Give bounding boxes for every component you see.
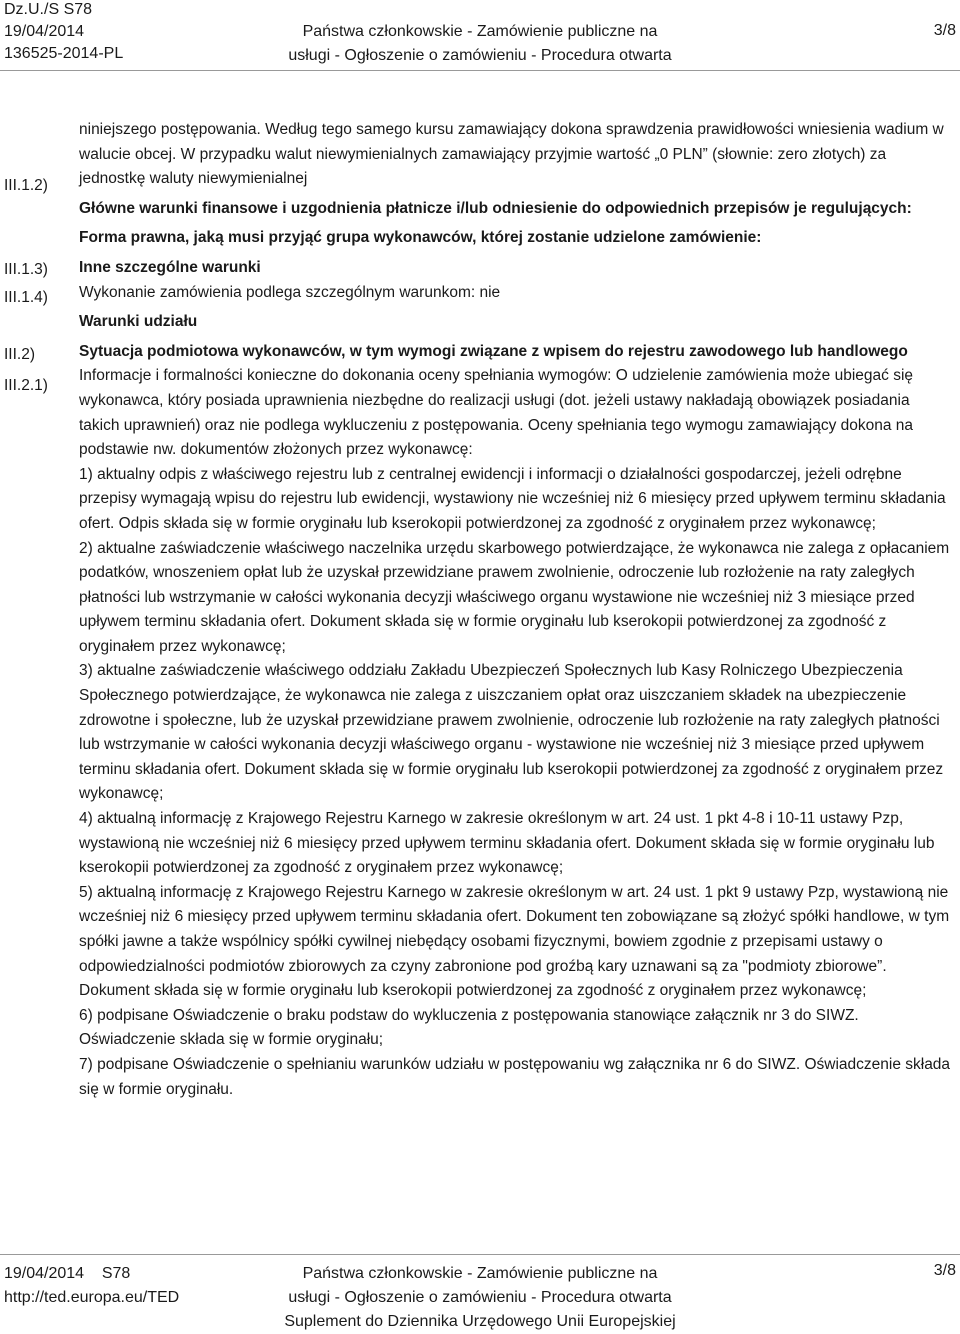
notice-id: 136525-2014-PL [4,45,124,62]
footer-date: 19/04/2014 [4,1265,85,1282]
footer-title-line1: Państwa członkowskie - Zamówienie publiczne na [302,1265,658,1282]
heading-participation-conditions: Warunki udziału [79,313,198,331]
requirement-item-4: 4) aktualną informację z Krajowego Rejestru Karnego w zakresie określonym w art. 24 ust. 1 pkt 4-8 i 10-11 ustawy Pzp, wystawioną nie wcześniej niż 6 miesięcy przed upływem terminu składania ofert. Dokument składa się w formie oryginału lub kserokopii potwierdzonej za zgodność z oryginałem przez wykonawcę; [79,810,935,877]
header-title-line2: usługi - Ogłoszenie o zamówieniu - Procedura otwarta [288,47,672,64]
section-number-iii-2-1: III.2.1) [4,377,48,394]
requirement-item-1: 1) aktualny odpis z właściwego rejestru lub z centralnej ewidencji i informacji o działalności gospodarczej, jeżeli odrębne przepisy wymagają wpisu do rejestru lub ewidencji, wystawiony nie wcześniej niż 6 miesięcy przed upływem terminu składania ofert. Odpis składa się w formie oryginału lub kserokopii potwierdzonej za zgodność z oryginałem przez wykonawcę; [79,465,946,532]
footer-series: S78 [101,1265,131,1282]
footer-divider [0,1254,960,1255]
footer-title [0,1262,960,1334]
footer-title-line3: Suplement do Dziennika Urzędowego Unii Europejskiej [284,1313,676,1330]
footer-title-line2: usługi - Ogłoszenie o zamówieniu - Procedura otwarta [288,1289,672,1306]
heading-other-conditions: Inne szczególne warunki [79,258,261,276]
requirement-item-2: 2) aktualne zaświadczenie właściwego naczelnika urzędu skarbowego potwierdzające, że wykonawca nie zalega z opłacaniem podatków, wnoszeniem opłat lub że uzyskał przewidziane prawem zwolnienie, odroczenie lub rozłożenie na raty zaległych płatności lub wstrzymanie w całości wykonania decyzji właściwego organu wystawione nie wcześniej niż 3 miesiące przed upływem terminu składania ofert. Dokument składa się w formie oryginału lub kserokopii potwierdzonej za zgodność z oryginałem przez wykonawcę; [79,539,950,655]
heading-financial-conditions: Główne warunki finansowe i uzgodnienia płatnicze i/lub odniesienie do odpowiednich przepisów je regulujących: [79,199,912,217]
requirement-item-6: 6) podpisane Oświadczenie o braku podstaw do wykluczenia z postępowania stanowiące załącznik nr 3 do SIWZ. Oświadczenie składa się w formie oryginału; [79,1006,859,1049]
intro-paragraph: niniejszego postępowania. Według tego samego kursu zamawiający dokona sprawdzenia prawidłowości wniesienia wadium w walucie obcej. W przypadku walut niewymienialnych zamawiający przyjmie wartość „0 PLN” (słownie: zero złotych) za jednostkę waluty niewymienialnej [79,121,944,188]
journal-ref: Dz.U./S S78 [4,1,93,18]
header-title-line1: Państwa członkowskie - Zamówienie publiczne na [302,23,658,40]
header-page-number: 3/8 [933,22,956,39]
requirement-item-5: 5) aktualną informację z Krajowego Rejestru Karnego w zakresie określonym w art. 24 ust. 1 pkt 9 ustawy Pzp, wystawioną nie wcześniej niż 6 miesięcy przed upływem terminu składania ofert. Dokument ten zobowiązane są złożyć spółki handlowe, w tym spółki jawne a także wspólnicy spółki cywilnej niebędący osobami fizycznymi, bowiem zgodnie z przepisami ustawy o odpowiedzialności podmiotów zbiorowych za czyny zabronione pod groźbą kary uznawani są za "podmioty zbiorowe”. Dokument składa się w formie oryginału lub kserokopii potwierdzonej za zgodność z oryginałem przez wykonawcę; [79,883,950,1000]
footer-page-number: 3/8 [933,1262,956,1279]
section-number-iii-1-2: III.1.2) [4,177,48,194]
info-paragraph: Informacje i formalności konieczne do dokonania oceny spełniania wymogów: O udzielenie zamówienia może ubiegać się wykonawca, który posiada uprawnienia niezbędne do realizacji usługi (dot. jeżeli ustawy nakładają obowiązek posiadania takich uprawnień) oraz nie podlega wykluczeniu z postępowania. Oceny spełniania tego wymogu zamawiający dokona na podstawie nw. dokumentów złożonych przez wykonawcę: [79,367,914,459]
requirement-item-3: 3) aktualne zaświadczenie właściwego oddziału Zakładu Ubezpieczeń Społecznych lub Kasy Rolniczego Ubezpieczenia Społecznego potwierdzające, że wykonawca nie zalega z uiszczaniem opłat oraz uiszczaniem składek na ubezpieczenie zdrowotne i społeczne, lub że uzyskał przewidziane prawem zwolnienie, odroczenie lub rozłożenie na raty zaległych płatności lub wstrzymanie w całości wykonania decyzji właściwego organu - wystawione nie wcześniej niż 3 miesiące przed upływem terminu składania ofert. Dokument składa się w formie oryginału lub kserokopii potwierdzonej za zgodność z oryginałem przez wykonawcę; [79,662,944,803]
header-title [0,20,960,68]
header-divider [0,70,960,71]
other-conditions-text: Wykonanie zamówienia podlega szczególnym warunkom: nie [79,283,501,301]
requirement-item-7: 7) podpisane Oświadczenie o spełnianiu warunków udziału w postępowaniu wg załącznika nr 6 do SIWZ. Oświadczenie składa się w formie oryginału. [79,1055,951,1098]
content-column [79,118,951,1102]
section-number-iii-2: III.2) [4,346,36,363]
page-header [0,0,960,72]
heading-personal-situation: Sytuacja podmiotowa wykonawców, w tym wymogi związane z wpisem do rejestru zawodowego lub handlowego [79,342,908,360]
section-number-iii-1-4: III.1.4) [4,289,48,306]
section-number-iii-1-3: III.1.3) [4,261,48,278]
footer-url[interactable]: http://ted.europa.eu/TED [4,1289,180,1306]
heading-legal-form: Forma prawna, jaką musi przyjąć grupa wykonawców, której zostanie udzielone zamówienie: [79,229,762,247]
header-date: 19/04/2014 [4,23,85,40]
